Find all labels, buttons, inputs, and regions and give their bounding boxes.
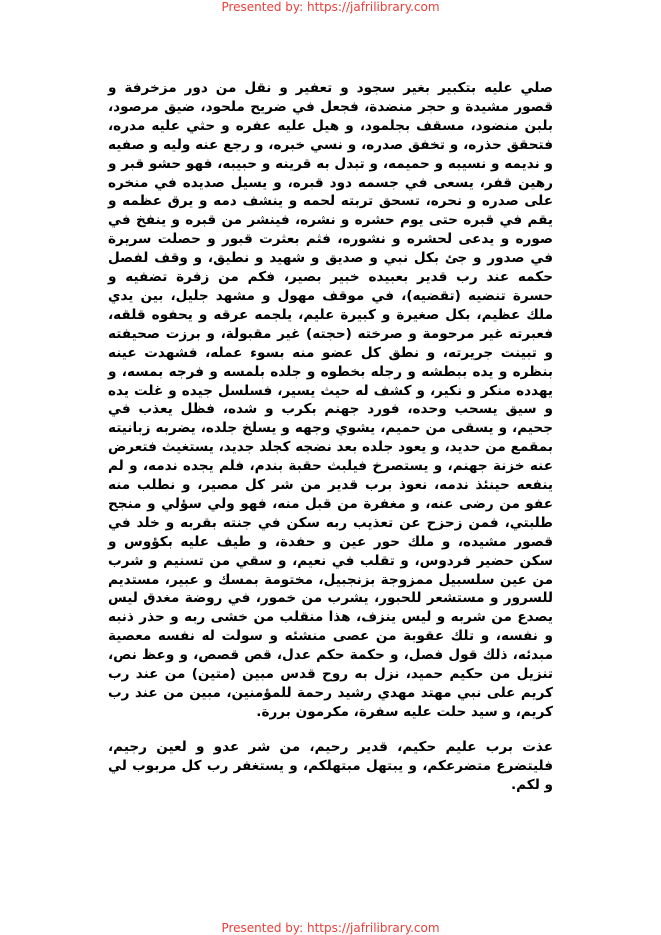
paragraph-2: عذت برب عليم حكيم، قدير رحيم، من شر عدو و لعين رجيم، فليتضرع متضرعكم، و يبتهل مبتهلكم، و يستغفر رب كل مربوب لي و لكم. — [108, 738, 553, 793]
paragraph-1: صلي عليه بتكبير بغير سجود و تعفير و نقل من دور مزخرفة و قصور مشيدة و حجر منضدة، فجعل في ضريح ملحود، ضيق مرصود، بلبن منضود، مسقف بجلمود، و هيل عليه عفره و حثي عليه مدره، فتحقق حذره، و تخفق صدره، و نسي خبره، و رجع عنه وليه و صفيه و نديمه و نسيبه و حميمه، و تبدل به قرينه و حبيبه، فهو حشو قبر و رهين قفر، يسعى في جسمه دود قبره، و يسيل صديده في منخره على صدره و نحره، تسحق تربته لحمه و ينشف دمه و يرق عظمه و يقم في قبره حتى يوم حشره و نشره، فينشر من قبره و ينفخ في صوره و يدعى لحشره و نشوره، فثم بعثرت قبور و حصلت سريرة في صدور و جئ بكل نبي و صديق و شهيد و نطيق، و وقف لفصل حكمه عند رب قدير بعبيده خبير بصير، فكم من زفرة تضفيه و حسرة تنضيه (تقضيه)، في موقف مهول و مشهد جليل، بين يدي ملك عظيم، بكل صغيرة و كبيرة عليم، يلجمه عرقه و يحفوه قلقه، فعبرته غير مرحومة و صرخته (حجته) غير مقبولة، و برزت صحيفته و تبينت جريرته، و نطق كل عضو منه بسوء عمله، فشهدت عينه بنظره و يده ببطشه و رجله بخطوه و جلده بلمسه و فرجه بمسه، و يهدده منكر و نكير، و كشف له حيث يسير، فسلسل جيده و غلت يده و سيق يسحب وحده، فورد جهنم بكرب و شده، فظل يعذب في جحيم، و يسقى من حميم، يشوي وجهه و يسلخ جلده، يضربه زبانيته بمقمع من حديد، و يعود جلده بعد نضجه كجلد جديد، يستغيث فتعرض عنه خزنة جهنم، و يستصرخ فيلبث حقبة بندم، فلم يجده ندمه، و لم ينفعه حينئذ ندمه، نعوذ برب قدير من شر كل مصير، و نطلب منه عفو من رضى عنه، و مغفرة من قبل منه، فهو ولي سؤلي و منجح طلبتي، فمن زحزح عن تعذيب ربه سكن في جنته بقربه و خلد في قصور مشيده، و ملك حور عين و حفدة، و طيف عليه بكؤوس و سكن حضير فردوس، و تقلب في نعيم، و سقي من تسنيم و شرب من عين سلسبيل ممزوجة بزنجبيل، مختومة بمسك و عبير، مستديم للسرور و مستشعر للحبور، يشرب من خمور، في روضة مغدق ليس يصدع من شربه و ليس ينزف، هذا منقلب من خشى ربه و حذر ذنبه و نفسه، و تلك عقوبة من عصى منشئه و سولت له نفسه معصية مبدئه، ذلك قول فصل، و حكمة حكم عدل، قص قصص، و وعظ نص، تنزيل من حكيم حميد، نزل به روح قدس مبين (متين) من عند رب كريم على نبي مهتد مهدي رشيد رحمة للمؤمنين، مبين من عند رب كريم، و سيد حلت عليه سفرة، مكرمون بررة. — [108, 80, 553, 720]
body-text — [108, 79, 553, 795]
header-watermark-link[interactable]: Presented by: https://jafrilibrary.com — [221, 0, 440, 14]
footer-watermark-link[interactable]: Presented by: https://jafrilibrary.com — [221, 921, 440, 935]
